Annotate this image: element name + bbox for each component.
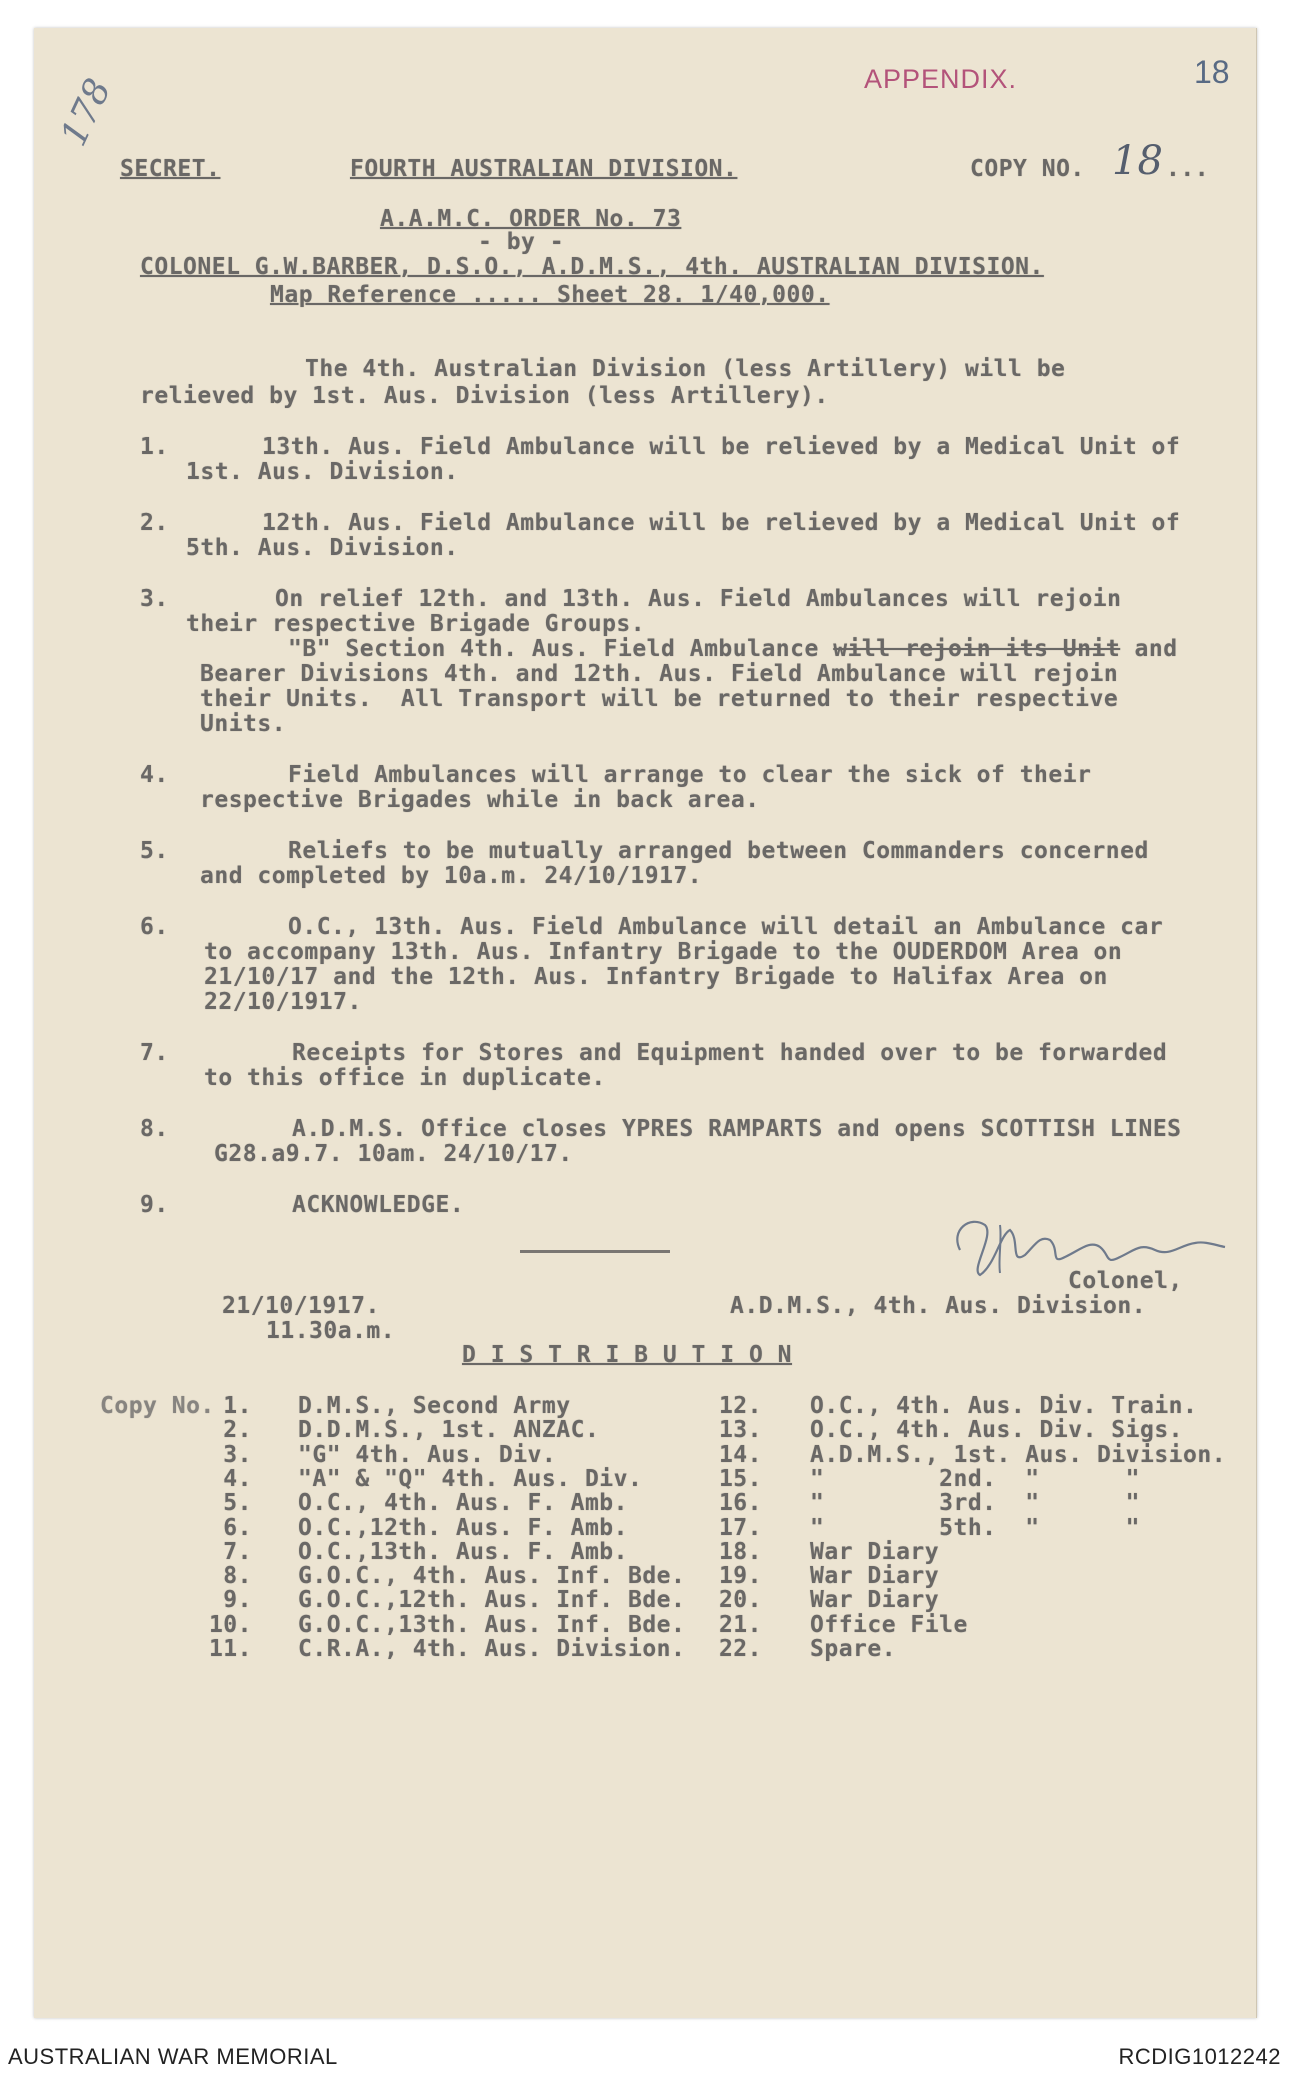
para-3-line-1: On relief 12th. and 13th. Aus. Field Ambulances will rejoin bbox=[275, 586, 1122, 612]
distribution-copy-number: 20. bbox=[718, 1587, 762, 1614]
para-7-number: 7. bbox=[140, 1040, 169, 1066]
distribution-copy-number: 17. bbox=[718, 1514, 762, 1541]
distribution-copy-number: 10. bbox=[208, 1611, 252, 1638]
para-8-number: 8. bbox=[140, 1116, 169, 1142]
distribution-copy-number: 11. bbox=[208, 1636, 252, 1662]
distribution-recipient: " 2nd. " " bbox=[810, 1465, 1140, 1492]
para-7-line-2: to this office in duplicate. bbox=[204, 1065, 606, 1091]
para-6-line-2: to accompany 13th. Aus. Infantry Brigade to the OUDERDOM Area on bbox=[204, 939, 1123, 965]
para-3-sub-line-2: Bearer Divisions 4th. and 12th. Aus. Field Ambulance will rejoin bbox=[200, 661, 1119, 687]
distribution-copy-number: 1. bbox=[223, 1393, 252, 1419]
distribution-copy-number: 13. bbox=[718, 1417, 762, 1444]
distribution-recipient: O.C.,12th. Aus. F. Amb. bbox=[298, 1514, 628, 1541]
distribution-recipient: Spare. bbox=[810, 1636, 897, 1662]
para-3-sub-line-4: Units. bbox=[200, 711, 287, 737]
distribution-recipient: C.R.A., 4th. Aus. Division. bbox=[298, 1636, 686, 1662]
intro-line-1: The 4th. Australian Division (less Artillery) will be bbox=[305, 356, 1066, 382]
para-7-line-1: Receipts for Stores and Equipment handed over to be forwarded bbox=[292, 1040, 1168, 1066]
para-8-line-2: G28.a9.7. 10am. 24/10/17. bbox=[214, 1141, 573, 1167]
distribution-copy-number: 19. bbox=[718, 1563, 762, 1590]
distribution-copy-number: 6. bbox=[223, 1514, 252, 1541]
distribution-recipient: War Diary bbox=[810, 1538, 940, 1565]
copy-label: COPY NO. bbox=[970, 156, 1085, 182]
para-4-line-1: Field Ambulances will arrange to clear the sick of their bbox=[288, 762, 1092, 788]
para-2-line-1: 12th. Aus. Field Ambulance will be relieved by a Medical Unit of bbox=[262, 510, 1181, 536]
footer-reference: RCDIG1012242 bbox=[1118, 2044, 1281, 2069]
para-3-sub-line-3: their Units. All Transport will be returned to their respective bbox=[200, 686, 1119, 712]
order-author: COLONEL G.W.BARBER, D.S.O., A.D.M.S., 4th. AUSTRALIAN DIVISION. bbox=[140, 254, 1044, 280]
para-3-sub-end: and bbox=[1134, 636, 1178, 662]
formation-title: FOURTH AUSTRALIAN DIVISION. bbox=[350, 156, 738, 182]
distribution-copy-number: 7. bbox=[223, 1538, 252, 1565]
distribution-copy-number: 9. bbox=[223, 1587, 252, 1614]
para-5-number: 5. bbox=[140, 838, 169, 864]
distribution-copy-number: 8. bbox=[223, 1563, 252, 1590]
para-3-number: 3. bbox=[140, 586, 169, 612]
distribution-recipient: "A" & "Q" 4th. Aus. Div. bbox=[298, 1465, 643, 1492]
footer-institution: AUSTRALIAN WAR MEMORIAL bbox=[8, 2044, 338, 2069]
para-9-line-1: ACKNOWLEDGE. bbox=[292, 1192, 465, 1218]
distribution-recipient: " 3rd. " " bbox=[810, 1490, 1140, 1517]
distribution-recipient: O.C., 4th. Aus. Div. Sigs. bbox=[810, 1417, 1184, 1444]
distribution-recipient: Office File bbox=[810, 1611, 968, 1638]
signatory-appointment: A.D.M.S., 4th. Aus. Division. bbox=[730, 1293, 1147, 1319]
para-6-line-3: 21/10/17 and the 12th. Aus. Infantry Brigade to Halifax Area on bbox=[204, 964, 1108, 990]
para-5-line-2: and completed by 10a.m. 24/10/1917. bbox=[200, 863, 703, 889]
distribution-copy-number: 16. bbox=[718, 1490, 762, 1517]
distribution-recipient: A.D.M.S., 1st. Aus. Division. bbox=[810, 1441, 1227, 1468]
folio-number: 18 bbox=[1194, 54, 1230, 90]
distribution-recipient: O.C., 4th. Aus. F. Amb. bbox=[298, 1490, 628, 1517]
para-9-number: 9. bbox=[140, 1192, 169, 1218]
distribution-copy-number: 22. bbox=[718, 1636, 762, 1662]
order-by: - by - bbox=[478, 229, 565, 255]
para-2-line-2: 5th. Aus. Division. bbox=[186, 535, 459, 561]
appendix-stamp: APPENDIX. bbox=[864, 64, 1018, 94]
para-6-line-4: 22/10/1917. bbox=[204, 989, 362, 1015]
distribution-copy-number: 4. bbox=[223, 1465, 252, 1492]
distribution-copy-number: 14. bbox=[718, 1441, 762, 1468]
signatory-rank: Colonel, bbox=[1068, 1268, 1183, 1294]
para-2-number: 2. bbox=[140, 510, 169, 536]
para-3-sub-line-1 bbox=[288, 636, 1178, 662]
distribution-recipient: G.O.C.,13th. Aus. Inf. Bde. bbox=[298, 1611, 686, 1638]
struck-text: will rejoin its Unit bbox=[833, 636, 1121, 662]
margin-note: 178 bbox=[53, 72, 120, 153]
distribution-recipient: G.O.C., 4th. Aus. Inf. Bde. bbox=[298, 1563, 686, 1590]
order-title: A.A.M.C. ORDER No. 73 bbox=[380, 206, 682, 232]
distribution-copy-number: 21. bbox=[718, 1611, 762, 1638]
distribution-recipient: O.C., 4th. Aus. Div. Train. bbox=[810, 1393, 1198, 1419]
document-page bbox=[34, 28, 1257, 2018]
distribution-copy-number: 12. bbox=[718, 1393, 762, 1419]
separator-rule bbox=[520, 1250, 670, 1253]
para-1-number: 1. bbox=[140, 434, 169, 460]
para-1-line-1: 13th. Aus. Field Ambulance will be relieved by a Medical Unit of bbox=[262, 434, 1181, 460]
map-reference: Map Reference ..... Sheet 28. 1/40,000. bbox=[270, 282, 830, 308]
distribution-recipient: "G" 4th. Aus. Div. bbox=[298, 1441, 557, 1468]
distribution-recipient: D.D.M.S., 1st. ANZAC. bbox=[298, 1417, 600, 1444]
distribution-recipient: War Diary bbox=[810, 1587, 940, 1614]
copy-dots: ... bbox=[1166, 156, 1210, 182]
para-6-line-1: O.C., 13th. Aus. Field Ambulance will detail an Ambulance car bbox=[288, 914, 1164, 940]
distribution-copy-number: 2. bbox=[223, 1417, 252, 1444]
para-4-number: 4. bbox=[140, 762, 169, 788]
time-issued: 11.30a.m. bbox=[266, 1318, 396, 1344]
para-8-line-1: A.D.M.S. Office closes YPRES RAMPARTS and opens SCOTTISH LINES bbox=[292, 1116, 1182, 1142]
distribution-recipient: D.M.S., Second Army bbox=[298, 1393, 571, 1419]
distribution-copy-number: 5. bbox=[223, 1490, 252, 1517]
security-classification: SECRET. bbox=[120, 156, 221, 182]
date-issued: 21/10/1917. bbox=[222, 1293, 380, 1319]
distribution-copy-number: 3. bbox=[223, 1441, 252, 1468]
para-6-number: 6. bbox=[140, 914, 169, 940]
distribution-title: D I S T R I B U T I O N bbox=[462, 1342, 792, 1368]
intro-line-2: relieved by 1st. Aus. Division (less Artillery). bbox=[140, 383, 829, 409]
distribution-copy-number: 15. bbox=[718, 1465, 762, 1492]
para-3-line-2: their respective Brigade Groups. bbox=[186, 611, 646, 637]
distribution-recipient: G.O.C.,12th. Aus. Inf. Bde. bbox=[298, 1587, 686, 1614]
distribution-recipient: War Diary bbox=[810, 1563, 940, 1590]
copy-number: 18 bbox=[1112, 138, 1163, 184]
para-5-line-1: Reliefs to be mutually arranged between Commanders concerned bbox=[288, 838, 1149, 864]
para-4-line-2: respective Brigades while in back area. bbox=[200, 787, 760, 813]
para-3-sub-start: "B" Section 4th. Aus. Field Ambulance bbox=[288, 636, 819, 662]
para-1-line-2: 1st. Aus. Division. bbox=[186, 459, 459, 485]
distribution-copy-label: Copy No. bbox=[100, 1393, 215, 1419]
distribution-recipient: " 5th. " " bbox=[810, 1514, 1140, 1541]
distribution-copy-number: 18. bbox=[718, 1538, 762, 1565]
distribution-recipient: O.C.,13th. Aus. F. Amb. bbox=[298, 1538, 628, 1565]
